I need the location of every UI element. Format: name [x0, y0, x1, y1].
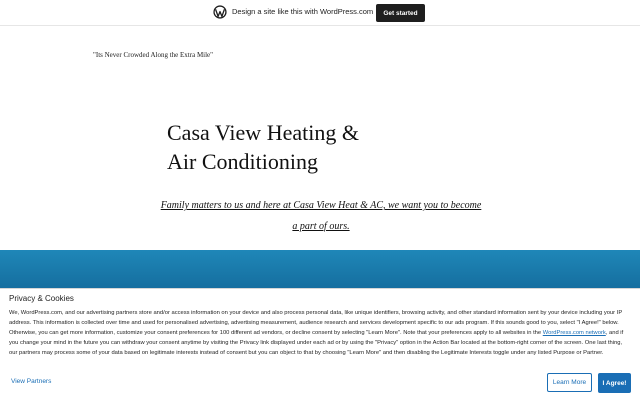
consent-body-part2: , and if you change your mind in the future you can withdraw your consent anytime by visiting the Privacy link displayed under each ad or by using the "Privacy" option in the Action Bar located at the bottom-right corner of the screen. One last thing, our partners may process some of your data based on legitimate interests instead of consent but you can object to that by choosing "Learn More" and then disabling the Legitimate Interests toggle under any listed Purpose or Partner.	[9, 329, 624, 356]
get-started-button[interactable]: Get started	[376, 4, 425, 22]
site-description-line2: a part of ours.	[292, 221, 350, 232]
site-title-line2[interactable]: Air Conditioning	[167, 149, 318, 174]
site-description-line1: Family matters to us and here at Casa View Heat & AC, we want you to become	[160, 200, 482, 211]
learn-more-button[interactable]: Learn More	[547, 373, 592, 392]
consent-body-part1: We, WordPress.com, and our advertising partners store and/or access information on your device and also process personal data, like unique identifiers, browsing activity, and other standard information sent by your device including your IP address. This information is collected over time and used for personalised advertising, advertising measurement, audience research and services development specific to our ads program. If this sounds good to you, select "I Agree!" below. Otherwise, you can get more information, customize your consent preferences for 100 different ad vendors, or decline consent by selecting "Learn More". Note that your preferences apply to all websites in the	[9, 310, 623, 336]
agree-button[interactable]: I Agree!	[598, 373, 631, 393]
wordpress-promo-bar	[0, 0, 640, 26]
consent-body	[9, 309, 629, 359]
view-partners-link[interactable]: View Partners	[11, 378, 52, 385]
site-title[interactable]	[167, 118, 467, 176]
consent-title: Privacy & Cookies	[9, 294, 74, 303]
privacy-consent-banner	[0, 288, 640, 401]
header-color-band	[0, 250, 640, 290]
site-tagline: "Its Never Crowded Along the Extra Mile"	[93, 51, 214, 59]
wordpress-network-link[interactable]: WordPress.com network	[542, 329, 606, 336]
promo-text: Design a site like this with WordPress.com	[232, 7, 374, 16]
site-title-line1[interactable]: Casa View Heating &	[167, 120, 359, 145]
site-description	[160, 195, 482, 237]
wordpress-logo-icon[interactable]	[213, 5, 227, 19]
